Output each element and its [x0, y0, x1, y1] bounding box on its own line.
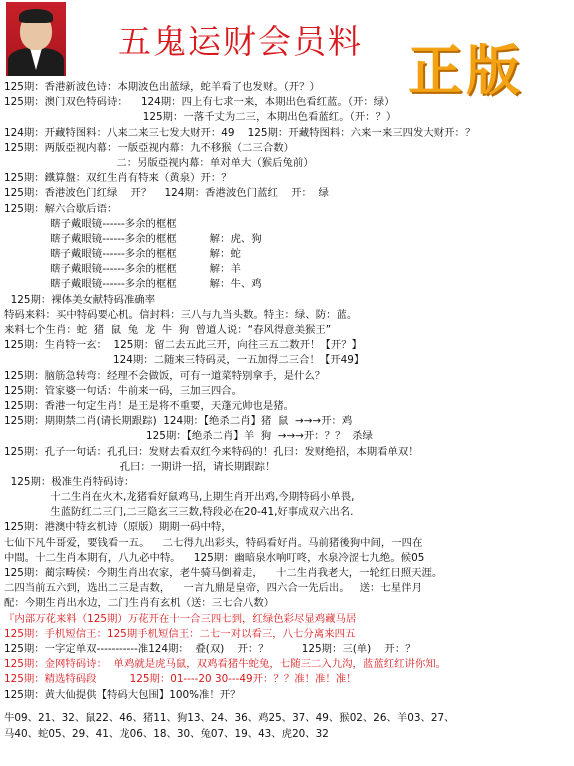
text-line: 十二生肖在火木,龙猪看好鼠鸡马,上期生肖开出鸡,今期特码小单畏,: [4, 491, 355, 504]
text-line: 瞎子戴眼镜------多余的框框 解：虎、狗: [4, 232, 262, 245]
text-line: 125期：香港一句定生肖！是王是将不重要，天蓬元帅也是猪。: [4, 399, 294, 412]
text-line: 125期：鐵算盤：双红生肖有特来（黄泉）开：？: [4, 172, 232, 185]
text-line: 125期：裸体美女献特码准确率: [4, 293, 156, 306]
text-line: 125期：期期禁二肖(请长期跟踪) 124期：【绝杀二肖】猪 鼠 →→→开：鸡: [4, 415, 353, 428]
text-line: 特码来料：买中特码要心机。信封料：三八与九当头数。特主：绿、防：蓝。: [4, 308, 358, 321]
text-line: 二：另版亞视内幕：单对单大（猴后兔前）: [4, 156, 314, 169]
text-line: 『内部万花来料（125期）万花开在十一合三四七到，红绿色彩尽显鸡藏马居: [4, 612, 357, 625]
page-title: 五鬼运财会员料: [118, 22, 363, 61]
text-line: 中間。十二生肖本期有，八九必中特。 125期：幽暗泉水响叮咚，水泉冷涩七九绝。候05: [4, 551, 425, 564]
zodiac-number-line: 马40、蛇05、29、41、龙06、18、30、兔07、19、43、虎20、32: [4, 727, 329, 740]
portrait-photo: [6, 2, 66, 76]
text-line: 二四当前五六到，选出二三是吉数， 一言九鼎是皇帝，四六合一先后出。 送：七星伴月: [4, 582, 422, 595]
text-line: 125期：港澳中特玄机诗（原版）期期一码中特，: [4, 521, 232, 534]
text-line: 125期：蔺宗畴侯：今期生肖出农家，老牛骑马倒着走， 十二生肖我老大，一轮红日照天涯。: [4, 567, 443, 579]
text-line: 125期：两版亞视内幕：一版亞视内幕：九不移猴（二三合数）: [4, 141, 294, 154]
text-line: 瞎子戴眼镜------多余的框框 解：蛇: [4, 248, 241, 261]
text-line: 125期：管家婆一句话：牛前来一码，三加三四合。: [4, 384, 243, 397]
genuine-stamp: 正版: [408, 39, 524, 102]
text-line: 125期：孔子一句话：孔孔曰：发财去看双红今来特码的！孔曰：发财绝招，本期看单双！: [4, 445, 419, 458]
text-line: 125期：生肖特一玄： 125期：留二去五此三开，向往三五二数开！【开？】: [4, 339, 362, 352]
text-line: 125期：香港新波色诗：本期波色出蓝绿，蛇羊看了也发财。（开？）: [4, 81, 320, 93]
text-line: 125期：手机短信王：125期手机短信王：二七一对以看三，八七分离来四五: [4, 627, 356, 640]
text-line: 125期：香港波色门红绿 开？ 124期：香港波色门蓝红 开： 绿: [4, 187, 329, 200]
text-line: 125期：金网特码诗： 单鸡就是虎马鼠，双鸡看猪牛蛇兔，七随三二入九沟，蓝蓝红红讲你知。: [4, 658, 447, 671]
text-line: 124期：开藏特图料：八来二来三七发大财开：49 125期：开藏特图料：六来一来三四发大财开：？: [4, 126, 476, 139]
text-line: 125期：一落千丈为二三，本期出色看蓝红。（开：？）: [4, 111, 397, 124]
text-line: 瞎子戴眼镜------多余的框框 解：羊: [4, 263, 241, 276]
text-line: 125期：一字定单双-----------准124期： 叠(双) 开：？ 125期：三(单) 开：？: [4, 642, 416, 655]
zodiac-number-line: 牛09、21、32、鼠22、46、猪11、狗13、24、36、鸡25、37、49、猴02、26、羊03、27、: [4, 712, 455, 724]
text-line: 125期：解六合歇后语：: [4, 202, 118, 215]
text-line: 生蓝防红二三门,二三隐玄三三数,特段必在20-41,好事成双六出名.: [4, 506, 354, 519]
zodiac-number-list: [4, 711, 570, 742]
text-line: 125期：脑筋急转弯：经理不会做饭，可有一道菜特别拿手，是什么？: [4, 369, 326, 382]
text-line: 125期：极准生肖特码诗：: [4, 475, 135, 488]
text-line: 125期：澳门双色特码诗： 124期：四上有七求一来，本期出色看红蓝。（开：绿）: [4, 96, 395, 109]
text-line: 125期：精选特码段 125期：01----20 30---49开：？？准！准！准！: [4, 673, 357, 686]
text-line: 来料七个生肖：蛇 猪 鼠 兔 龙 牛 狗 曾道人说：“春风得意美猴王”: [4, 324, 332, 336]
text-line: 瞎子戴眼镜------多余的框框 解：牛、鸡: [4, 278, 262, 291]
text-line: 125期：【绝杀二肖】羊 狗 →→→开：？？ 杀绿: [4, 430, 373, 443]
prediction-text-body: [4, 80, 570, 703]
text-line: 配：今期生肖出水边，二门生肖有玄机（送：三七合八数）: [4, 597, 275, 610]
text-line: 124期：二随来三特码灵，一五加得二三合！【开49】: [4, 354, 365, 367]
text-line: 瞎子戴眼镜------多余的框框: [4, 217, 177, 230]
text-line: 125期：黄大仙提供【特码大包围】100%准！开？: [4, 688, 241, 701]
text-line: 孔曰：一期讲一招，请长期跟踪！: [4, 460, 276, 473]
text-line: 七仙下凡牛哥爱，要钱看一五。 二七得九出彩头，特码看好肖。马前猪後狗中间，一四在: [4, 536, 423, 549]
